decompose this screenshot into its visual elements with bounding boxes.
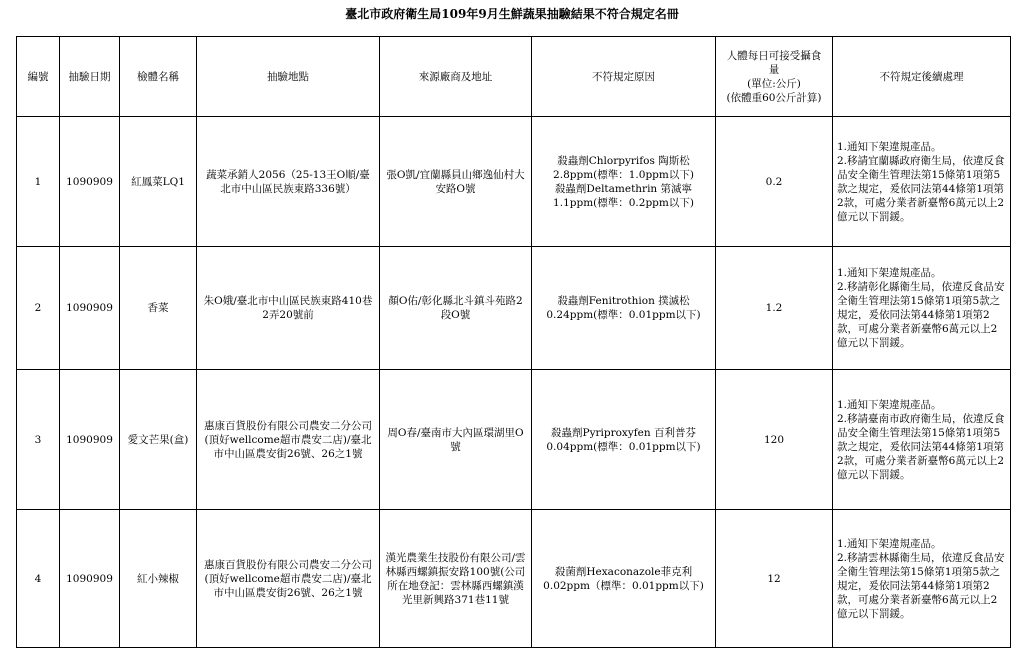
reason-line: 0.04ppm(標準：0.01ppm以下)	[546, 440, 701, 453]
cell-action	[833, 370, 1011, 510]
reason-line: 2.8ppm(標準：1.0ppm以下)	[553, 168, 694, 181]
intake-header-line: (單位:公斤)	[747, 77, 801, 90]
col-header-date: 抽驗日期	[60, 37, 120, 117]
col-header-place: 抽驗地點	[197, 37, 380, 117]
cell-name: 紅鳳菜LQ1	[120, 117, 197, 247]
col-header-source: 來源廠商及地址	[380, 37, 532, 117]
reason-line: 殺蟲劑Pyriproxyfen 百利普芬	[551, 426, 696, 439]
page-title: 臺北市政府衛生局109年9月生鮮蔬果抽驗結果不符合規定名冊	[345, 7, 679, 21]
header-row	[17, 37, 1011, 117]
col-header-action: 不符規定後續處理	[833, 37, 1011, 117]
action-line: 1.通知下架違規產品。	[837, 398, 942, 411]
action-line: 2.移請雲林縣衛生局，依違反食品安全衛生管理法第15條第1項第5款之規定，爰依同法第44條第1項第2款，可處分業者新臺幣6萬元以上2億元以下罰鍰。	[837, 551, 1005, 620]
cell-intake: 120	[716, 370, 833, 510]
reason-line: 殺菌劑Hexaconazole菲克利	[554, 565, 693, 578]
cell-intake: 12	[716, 510, 833, 648]
reason-line: 殺蟲劑Fenitrothion 撲滅松	[557, 295, 690, 307]
table-row	[17, 117, 1011, 247]
cell-place: 蔬菜承銷人2056（25-13王O順/臺北市中山區民族東路336號）	[197, 117, 380, 247]
cell-no: 1	[17, 117, 60, 247]
action-line: 1.通知下架違規產品。	[837, 267, 942, 279]
cell-source: 顏O佑/彰化縣北斗鎮斗苑路2段O號	[380, 247, 532, 370]
cell-source: 漢光農業生技股份有限公司/雲林縣西螺鎮振安路100號(公司所在地登記：雲林縣西螺鎮漢光里新興路371巷11號	[380, 510, 532, 648]
cell-reason	[532, 117, 716, 247]
cell-date: 1090909	[60, 117, 120, 247]
cell-date: 1090909	[60, 247, 120, 370]
cell-name: 香菜	[120, 247, 197, 370]
action-line: 2.移請臺南市政府衛生局，依違反食品安全衛生管理法第15條第1項第5款之規定，爰依同法第44條第1項第2款，可處分業者新臺幣6萬元以上2億元以下罰鍰。	[837, 412, 1005, 481]
reason-line: 0.02ppm（標準：0.01ppm以下)	[543, 579, 704, 592]
cell-name: 愛文芒果(盒)	[120, 370, 197, 510]
cell-source: 張O凱/宜蘭縣員山鄉逸仙村大安路O號	[380, 117, 532, 247]
reason-line: 殺蟲劑Chlorpyrifos 陶斯松	[557, 154, 690, 167]
intake-header-line: (依體重60公斤計算)	[726, 91, 822, 104]
cell-reason	[532, 510, 716, 648]
table-row	[17, 247, 1011, 370]
results-table	[16, 36, 1011, 648]
col-header-no: 編號	[17, 37, 60, 117]
action-line: 1.通知下架違規產品。	[837, 537, 942, 550]
cell-place: 惠康百貨股份有限公司農安二分公司(頂好wellcome超市農安二店)/臺北市中山區農安街26號、26之1號	[197, 370, 380, 510]
cell-date: 1090909	[60, 510, 120, 648]
cell-no: 3	[17, 370, 60, 510]
table-row	[17, 510, 1011, 648]
cell-date: 1090909	[60, 370, 120, 510]
cell-action	[833, 247, 1011, 370]
cell-name: 紅小辣椒	[120, 510, 197, 648]
cell-action	[833, 117, 1011, 247]
cell-intake: 1.2	[716, 247, 833, 370]
reason-line: 1.1ppm(標準：0.2ppm以下)	[553, 196, 694, 209]
col-header-reason: 不符規定原因	[532, 37, 716, 117]
cell-reason	[532, 370, 716, 510]
col-header-name: 檢體名稱	[120, 37, 197, 117]
cell-source: 周O春/臺南市大內區環湖里O號	[380, 370, 532, 510]
cell-no: 2	[17, 247, 60, 370]
action-line: 2.移請彰化縣衛生局，依違反食品安全衛生管理法第15條第1項第5款之規定，爰依同法第44條第1項第2款，可處分業者新臺幣6萬元以上2億元以下罰鍰。	[837, 281, 1005, 349]
cell-action	[833, 510, 1011, 648]
intake-header-line: 人體每日可接受攝食	[726, 49, 822, 62]
col-header-intake	[716, 37, 833, 117]
action-line: 1.通知下架違規產品。	[837, 140, 942, 153]
reason-line: 0.24ppm(標準：0.01ppm以下)	[546, 309, 701, 321]
cell-intake: 0.2	[716, 117, 833, 247]
reason-line: 殺蟲劑Deltamethrin 第滅寧	[554, 182, 693, 195]
intake-header-line: 量	[768, 63, 780, 76]
cell-no: 4	[17, 510, 60, 648]
cell-reason	[532, 247, 716, 370]
table-row	[17, 370, 1011, 510]
cell-place: 惠康百貨股份有限公司農安二分公司(頂好wellcome超市農安二店)/臺北市中山區農安街26號、26之1號	[197, 510, 380, 648]
cell-place: 朱O娥/臺北市中山區民族東路410巷2弄20號前	[197, 247, 380, 370]
action-line: 2.移請宜蘭縣政府衛生局，依違反食品安全衛生管理法第15條第1項第5款之規定，爰依同法第44條第1項第2款，可處分業者新臺幣6萬元以上2億元以下罰鍰。	[837, 154, 1005, 223]
